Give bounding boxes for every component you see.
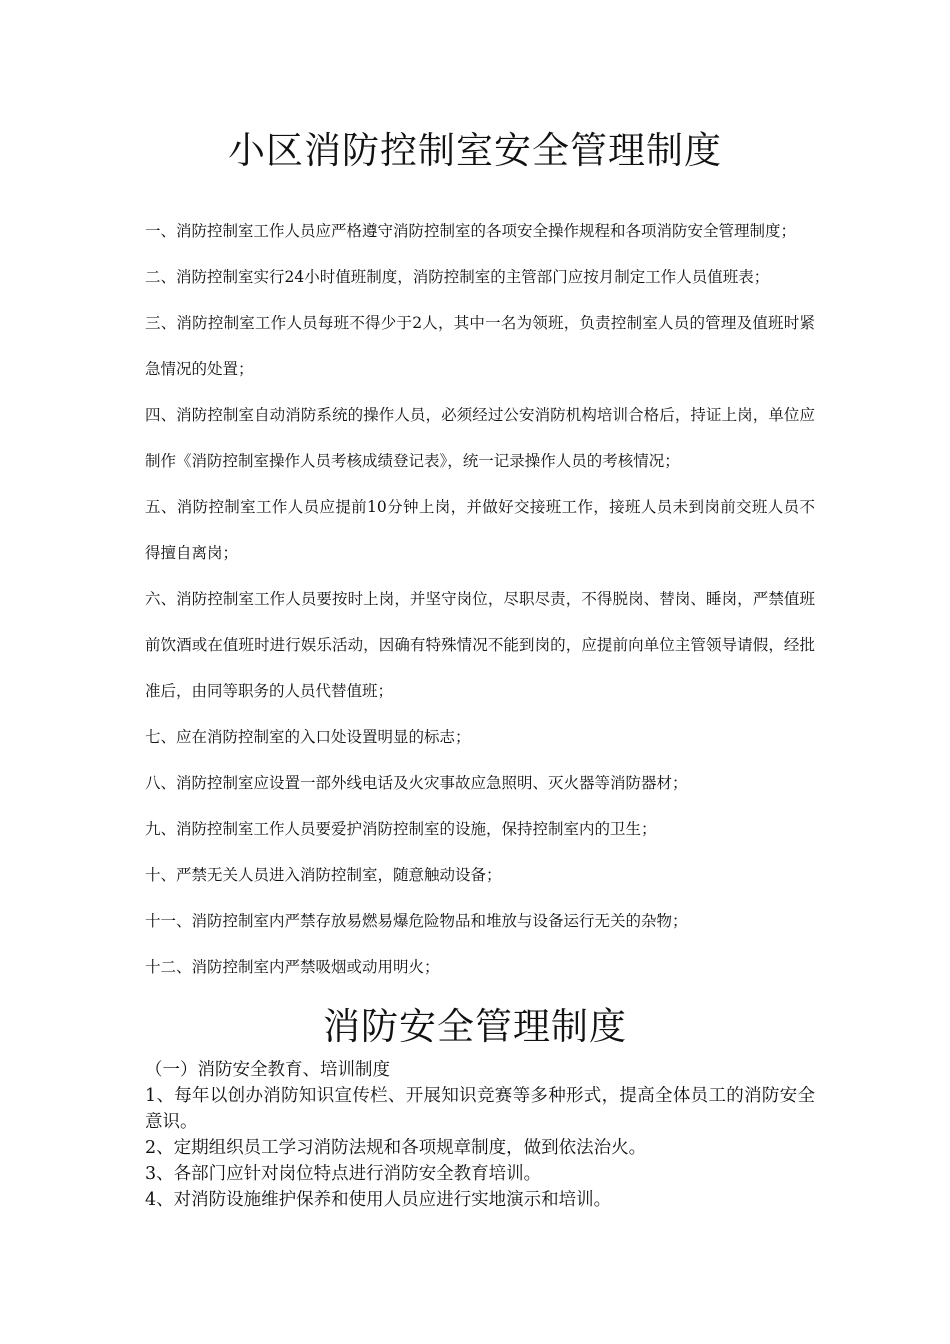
- clause-8: 八、消防控制室应设置一部外线电话及火灾事故应急照明、灭火器等消防器材；: [145, 774, 688, 792]
- second-document-title: 消防安全管理制度: [323, 1005, 627, 1048]
- item-3: 3、各部门应针对岗位特点进行消防安全教育培训。: [145, 1164, 542, 1184]
- clause-2: 二、消防控制室实行24小时值班制度，消防控制室的主管部门应按月制定工作人员值班表；: [145, 268, 770, 286]
- item-2: 2、定期组织员工学习消防法规和各项规章制度，做到依法治火。: [145, 1138, 647, 1158]
- clause-12: 十二、消防控制室内严禁吸烟或动用明火；: [145, 958, 440, 976]
- regulation-body: [145, 208, 815, 990]
- clause-1: 一、消防控制室工作人员应严格遵守消防控制室的各项安全操作规程和各项消防安全管理制度；: [145, 222, 797, 240]
- clause-10: 十、严禁无关人员进入消防控制室，随意触动设备；: [145, 866, 502, 884]
- clause-9: 九、消防控制室工作人员要爱护消防控制室的设施，保持控制室内的卫生；: [145, 820, 657, 838]
- fire-safety-body: [145, 1057, 815, 1213]
- item-1: 1、每年以创办消防知识宣传栏、开展知识竞赛等多种形式，提高全体员工的消防安全意识。: [145, 1086, 815, 1132]
- item-4: 4、对消防设施维护保养和使用人员应进行实地演示和培训。: [145, 1190, 612, 1210]
- clause-7: 七、应在消防控制室的入口处设置明显的标志；: [145, 728, 471, 746]
- clause-5: 五、消防控制室工作人员应提前10分钟上岗，并做好交接班工作，接班人员未到岗前交班人员不得擅自离岗；: [145, 498, 815, 562]
- clause-3: 三、消防控制室工作人员每班不得少于2人，其中一名为领班，负责控制室人员的管理及值班时紧急情况的处置；: [145, 314, 815, 378]
- section-heading: （一）消防安全教育、培训制度: [145, 1060, 390, 1080]
- clause-6: 六、消防控制室工作人员要按时上岗，并坚守岗位，尽职尽责，不得脱岗、替岗、睡岗，严禁值班前饮酒或在值班时进行娱乐活动，因确有特殊情况不能到岗的，应提前向单位主管领导请假，经批准后，由同等职务的人员代替值班；: [145, 590, 815, 700]
- clause-11: 十一、消防控制室内严禁存放易燃易爆危险物品和堆放与设备运行无关的杂物；: [145, 912, 688, 930]
- clause-4: 四、消防控制室自动消防系统的操作人员，必须经过公安消防机构培训合格后，持证上岗，单位应制作《消防控制室操作人员考核成绩登记表》，统一记录操作人员的考核情况；: [145, 406, 815, 470]
- document-title: 小区消防控制室安全管理制度: [228, 129, 722, 172]
